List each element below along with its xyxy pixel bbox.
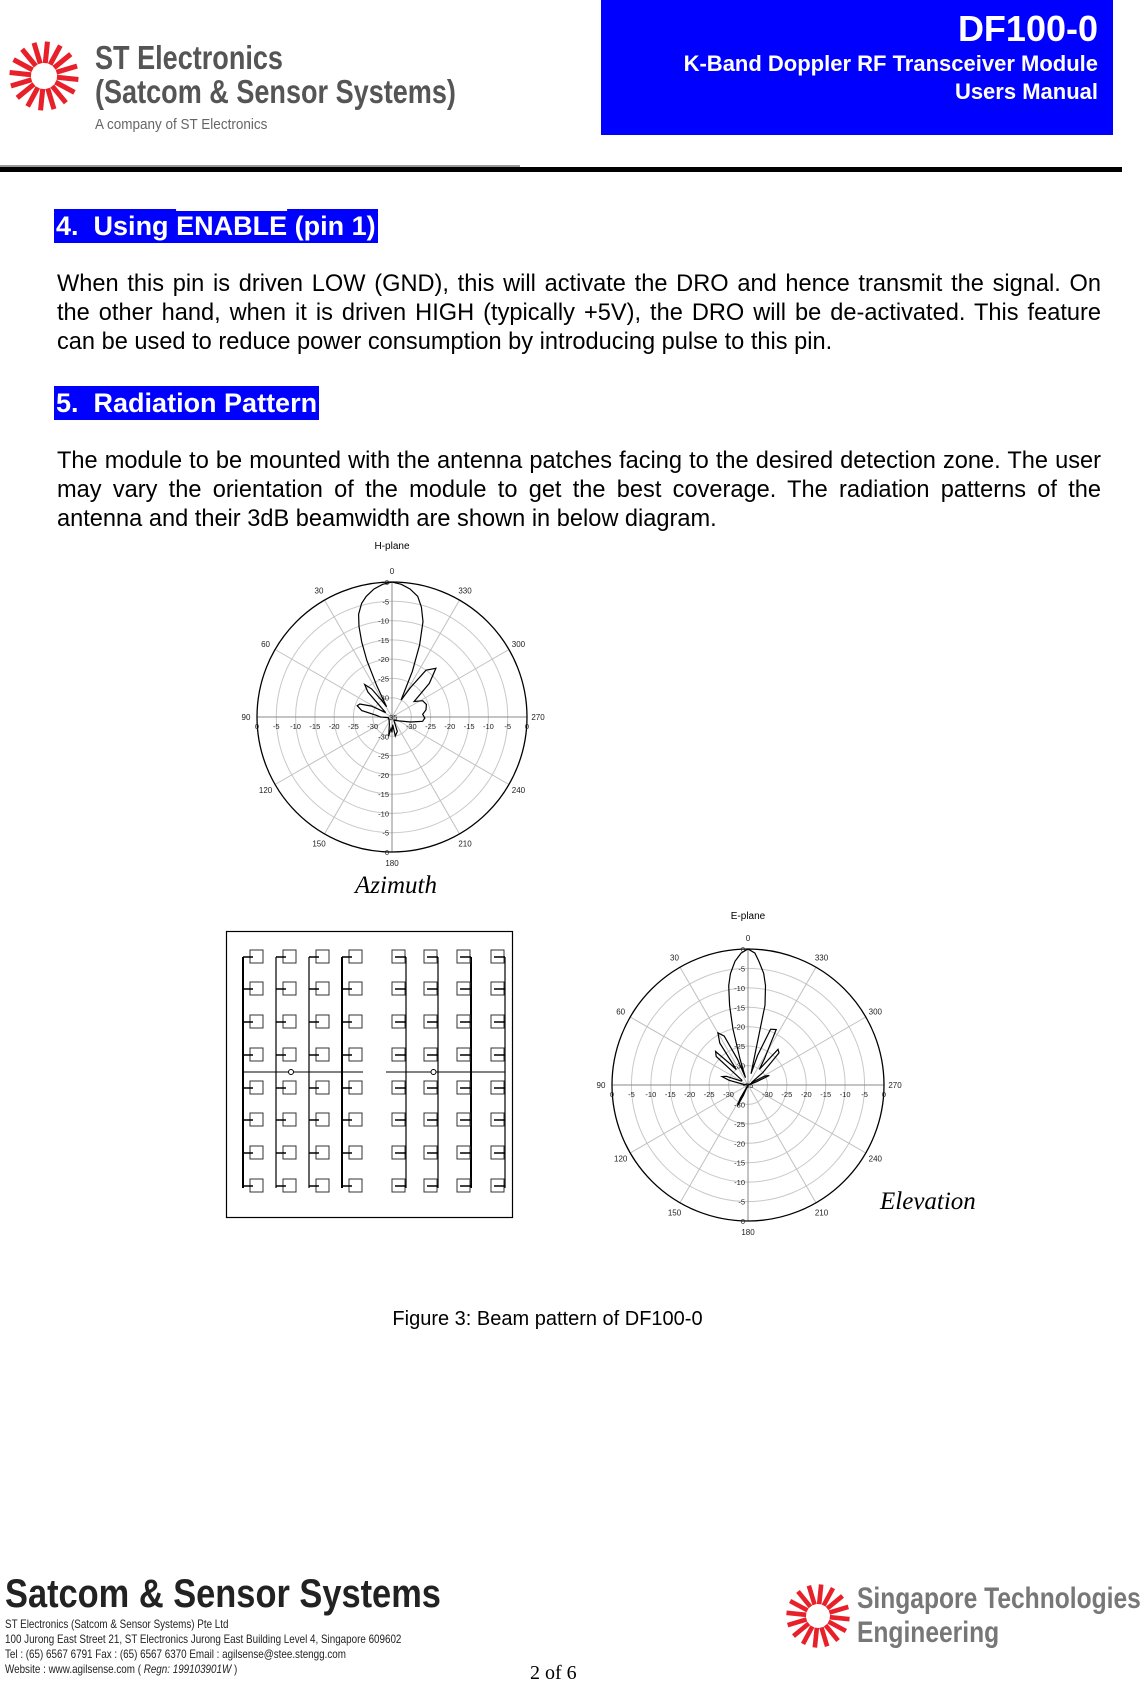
radial-tick-label: 0 <box>384 848 389 857</box>
radial-tick-label: -20 <box>734 1139 745 1149</box>
radial-tick-label: -10 <box>734 983 745 993</box>
antenna-board-outline <box>227 932 513 1218</box>
st-engineering-logo-icon <box>785 1583 851 1649</box>
center-tick-label: -35 <box>742 1081 754 1090</box>
radial-tick-label: -5 <box>628 1090 635 1099</box>
radial-tick-label: -20 <box>800 1090 812 1099</box>
radial-tick-label: -25 <box>425 722 436 731</box>
angle-tick-label: 150 <box>667 1208 682 1218</box>
radial-tick-label: -10 <box>290 722 301 731</box>
radial-tick-label: -15 <box>734 1158 745 1168</box>
sunburst-ray <box>41 89 43 110</box>
radial-tick-label: 0 <box>254 722 260 731</box>
feed-point <box>289 1070 294 1075</box>
angle-tick-label: 180 <box>741 1228 755 1237</box>
radial-tick-label: 0 <box>609 1090 615 1099</box>
section-title-pre: Using <box>93 211 169 241</box>
parent-company-line1: Singapore Technologies <box>857 1582 1141 1615</box>
radial-tick-label: -10 <box>378 616 389 626</box>
angle-tick-label: 120 <box>614 1154 628 1164</box>
radial-tick-label: -10 <box>839 1090 851 1099</box>
chart-title: H-plane <box>374 541 410 552</box>
radial-tick-label: -30 <box>367 722 379 731</box>
footer-address: 100 Jurong East Street 21, ST Electronics Jurong East Building Level 4, Singapore 609602 <box>5 1632 402 1646</box>
radial-tick-label: -30 <box>378 732 389 742</box>
grid-spoke <box>392 650 509 718</box>
feed-point <box>431 1070 436 1075</box>
radial-tick-label: -5 <box>382 828 389 838</box>
radial-tick-label: 0 <box>740 945 745 954</box>
azimuth-label: Azimuth <box>355 872 437 899</box>
angle-tick-label: 300 <box>511 640 526 649</box>
radial-tick-label: -5 <box>382 597 389 607</box>
radial-tick-label: -30 <box>378 693 389 703</box>
section-5-heading <box>54 386 319 420</box>
sunburst-ray <box>829 1607 848 1613</box>
footer-regn-close: ) <box>234 1662 238 1676</box>
document-title: K-Band Doppler RF Transceiver Module <box>683 51 1098 76</box>
radial-tick-label: -30 <box>762 1090 773 1099</box>
angle-tick-label: 0 <box>389 567 395 576</box>
radial-tick-label: -25 <box>734 1042 745 1052</box>
sunburst-ray <box>56 66 77 72</box>
radial-tick-label: -25 <box>348 722 359 731</box>
angle-tick-label: 180 <box>385 859 399 868</box>
sunburst-ray <box>815 1628 817 1648</box>
radial-tick-label: -25 <box>781 1090 793 1099</box>
elevation-label: Elevation <box>880 1188 976 1215</box>
radial-tick-label: -25 <box>703 1090 715 1099</box>
radial-tick-label: 0 <box>524 722 530 731</box>
radial-tick-label: -10 <box>645 1090 657 1099</box>
radial-tick-label: -5 <box>738 1197 745 1207</box>
footer-regn: Regn: 199103901W <box>143 1662 232 1676</box>
parent-company-line2: Engineering <box>857 1616 1000 1649</box>
sunburst-ray <box>819 1584 821 1604</box>
sunburst-ray <box>10 73 31 75</box>
angle-tick-label: 120 <box>258 786 273 795</box>
grid-spoke <box>630 1017 748 1085</box>
radial-tick-label: -10 <box>378 809 389 819</box>
h-plane-polar-chart <box>230 535 560 870</box>
angle-tick-label: 270 <box>531 713 545 722</box>
grid-spoke <box>748 1085 816 1203</box>
header-divider <box>0 167 1122 172</box>
footer-website-text: Website : www.agilsense.com ( <box>5 1662 141 1676</box>
section-title: Radiation Pattern <box>93 388 318 418</box>
sunburst-ray <box>34 43 40 64</box>
angle-tick-label: 270 <box>888 1081 902 1090</box>
radial-tick-label: -25 <box>734 1119 745 1129</box>
sunburst-ray <box>45 42 47 63</box>
radial-tick-label: -5 <box>272 722 280 731</box>
center-tick-label: -35 <box>386 713 398 722</box>
radial-tick-label: -15 <box>463 722 475 731</box>
angle-tick-label: 90 <box>596 1081 606 1090</box>
radial-tick-label: -30 <box>723 1090 734 1099</box>
document-title-banner <box>601 0 1113 135</box>
angle-tick-label: 330 <box>458 586 472 596</box>
logo-tagline: A company of ST Electronics <box>95 116 268 133</box>
radial-tick-label: -15 <box>820 1090 832 1099</box>
st-logo-icon <box>8 40 80 112</box>
section-number: 4. <box>56 211 79 241</box>
section-4-body: When this pin is driven LOW (GND), this will activate the DRO and hence transmit the signal. On the other hand, when it is driven HIGH (typically +5V), the DRO will be de-activated. This feature can be used to reduce power consumption by introducing pulse to this pin. <box>57 271 1101 355</box>
radial-tick-label: -30 <box>405 722 417 731</box>
radial-tick-label: 0 <box>384 578 389 587</box>
radial-tick-label: -20 <box>378 655 389 665</box>
angle-tick-label: 300 <box>868 1007 882 1017</box>
radial-tick-label: -15 <box>378 790 389 800</box>
sunburst-ray <box>788 1619 807 1625</box>
angle-tick-label: 30 <box>670 953 679 963</box>
radial-tick-label: 0 <box>881 1090 887 1099</box>
sunburst-ray <box>809 1586 815 1605</box>
radial-tick-label: -20 <box>328 722 340 731</box>
sunburst-ray <box>48 88 54 109</box>
chart-title: E-plane <box>730 911 766 922</box>
footer-company: ST Electronics (Satcom & Sensor Systems) Pte Ltd <box>5 1617 229 1631</box>
grid-spoke <box>392 717 460 834</box>
radial-tick-label: -20 <box>444 722 456 731</box>
logo-company-name: ST Electronics <box>95 39 283 76</box>
radial-tick-label: -20 <box>734 1022 745 1032</box>
angle-tick-label: 0 <box>745 934 751 943</box>
radial-tick-label: -10 <box>483 722 494 731</box>
footer-division: Satcom & Sensor Systems <box>5 1572 441 1616</box>
radial-tick-label: -30 <box>734 1061 745 1071</box>
radial-tick-label: -5 <box>738 964 745 974</box>
angle-tick-label: 150 <box>312 839 326 849</box>
antenna-patch-array-diagram <box>226 931 514 1219</box>
angle-tick-label: 240 <box>511 786 526 795</box>
radial-tick-label: -25 <box>378 751 389 761</box>
angle-tick-label: 210 <box>458 839 472 849</box>
angle-tick-label: 240 <box>868 1154 882 1164</box>
angle-tick-label: 330 <box>814 953 829 963</box>
angle-tick-label: 210 <box>814 1208 829 1218</box>
section-number: 5. <box>56 388 79 418</box>
radial-tick-label: -5 <box>861 1090 868 1099</box>
grid-spoke <box>748 967 816 1085</box>
figure-caption: Figure 3: Beam pattern of DF100-0 <box>392 1308 703 1330</box>
sunburst-ray <box>830 1617 850 1619</box>
radial-tick-label: -15 <box>378 635 389 645</box>
section-4-heading <box>54 209 378 243</box>
radial-tick-label: -25 <box>378 674 389 684</box>
e-plane-polar-chart <box>586 905 902 1237</box>
radial-tick-label: -5 <box>504 722 512 731</box>
radial-tick-label: -30 <box>734 1100 745 1110</box>
angle-tick-label: 90 <box>241 713 251 722</box>
document-type: Users Manual <box>954 79 1098 104</box>
sunburst-ray <box>11 80 32 86</box>
logo-company-sub: (Satcom & Sensor Systems) <box>95 73 456 110</box>
document-code: DF100-0 <box>957 8 1098 49</box>
angle-tick-label: 30 <box>314 586 324 596</box>
radial-tick-label: -15 <box>664 1090 676 1099</box>
grid-spoke <box>748 1017 866 1085</box>
radial-tick-label: 0 <box>740 1217 745 1226</box>
angle-tick-label: 60 <box>616 1007 626 1017</box>
radial-tick-label: -15 <box>734 1003 745 1013</box>
page-number: 2 of 6 <box>530 1662 577 1684</box>
sunburst-ray <box>786 1613 806 1615</box>
sunburst-ray <box>821 1627 827 1646</box>
radial-tick-label: -10 <box>734 1178 745 1188</box>
footer-contact: Tel : (65) 6567 6791 Fax : (65) 6567 6370 Email : agilsense@stee.stengg.com <box>5 1647 346 1661</box>
sunburst-ray <box>57 77 78 79</box>
section-5-body: The module to be mounted with the antenna patches facing to the desired detection zone. The user may vary the orientation of the module to get the best coverage. The radiation patterns of the antenna and their 3dB beamwidth are shown in below diagram. <box>57 448 1101 532</box>
radial-tick-label: -15 <box>309 722 321 731</box>
footer-website <box>5 1662 237 1676</box>
angle-tick-label: 60 <box>261 640 271 649</box>
radial-tick-label: -20 <box>378 770 389 780</box>
section-title-post: (pin 1) <box>294 211 376 241</box>
section-title-enable: ENABLE <box>176 211 288 241</box>
radial-tick-label: -20 <box>684 1090 696 1099</box>
